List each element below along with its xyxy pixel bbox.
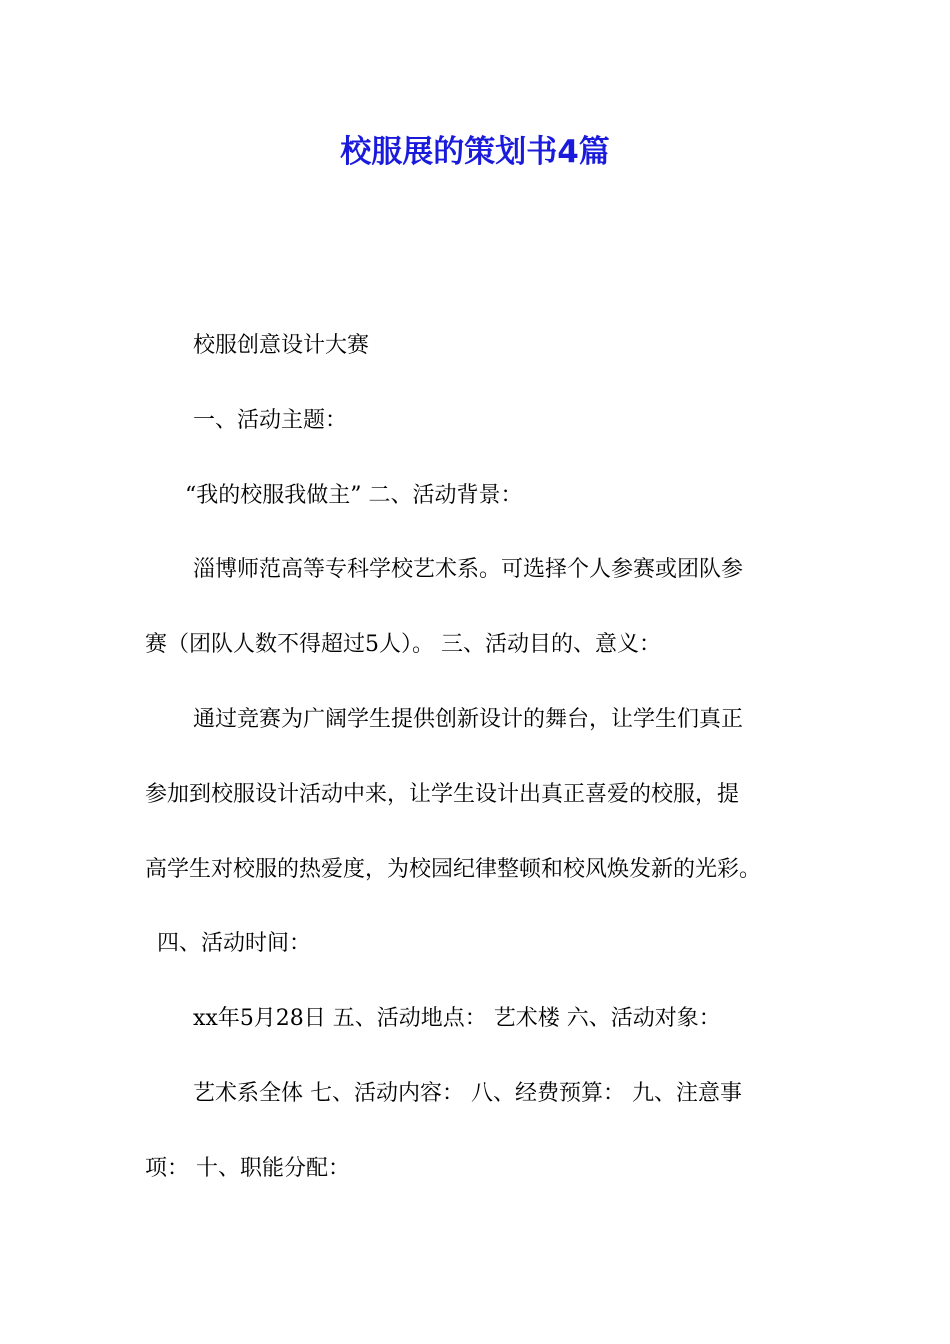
paragraph-line: 艺术系全体 七、活动内容： 八、经费预算： 九、注意事 (193, 1080, 742, 1106)
paragraph-line: 通过竞赛为广阔学生提供创新设计的舞台，让学生们真正 (193, 706, 744, 732)
document-body (145, 334, 813, 1232)
paragraph-line: 高学生对校服的热爱度，为校园纪律整顿和校风焕发新的光彩。 (145, 856, 762, 882)
paragraph-line: 四、活动时间： (157, 931, 312, 957)
paragraph-line: 校服创意设计大赛 (193, 333, 370, 358)
document-title: 校服展的策划书4篇 (340, 134, 610, 170)
paragraph-line: 一、活动主题： (193, 407, 348, 433)
paragraph-line: 赛（团队人数不得超过5人）。 三、活动目的、意义： (145, 632, 661, 658)
paragraph-line: 淄博师范高等专科学校艺术系。可选择个人参赛或团队参 (193, 557, 744, 583)
paragraph-line: xx年5月28日 五、活动地点： 艺术楼 六、活动对象： (193, 1006, 721, 1032)
paragraph-line: “我的校服我做主” 二、活动背景： (185, 482, 523, 508)
paragraph-line: 项： 十、职能分配： (145, 1155, 350, 1181)
paragraph-line: 参加到校服设计活动中来，让学生设计出真正喜爱的校服，提 (145, 781, 740, 807)
